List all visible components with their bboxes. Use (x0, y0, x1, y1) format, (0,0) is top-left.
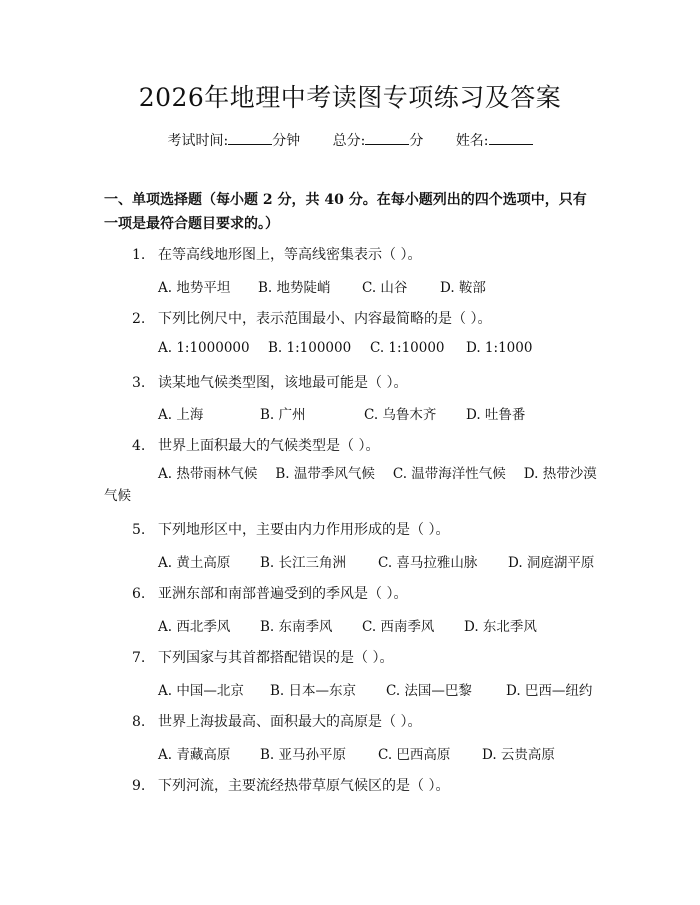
question (132, 583, 407, 603)
question-text: 读某地气候类型图，该地最可能是（ ）。 (158, 375, 408, 391)
question-text: 下列地形区中，主要由内力作用形成的是（ ）。 (158, 522, 450, 538)
option-c: C. 喜马拉雅山脉 (378, 555, 478, 571)
option-b: B. 长江三角洲 (260, 555, 347, 571)
question-text: 世界上面积最大的气候类型是（ ）。 (158, 438, 380, 454)
score-blank (365, 132, 409, 145)
option-c: C. 山谷 (362, 280, 408, 296)
option-d: D. 吐鲁番 (466, 407, 526, 423)
question-text: 下列比例尺中，表示范围最小、内容最简略的是（ ）。 (158, 311, 492, 327)
question (132, 647, 393, 667)
question (132, 435, 379, 455)
score-label: 总分: (332, 133, 366, 149)
option-b: B. 1:100000 (268, 340, 352, 356)
question (132, 308, 491, 328)
option-a: A. 地势平坦 (158, 280, 231, 296)
question-text: 下列国家与其首都搭配错误的是（ ）。 (158, 650, 394, 666)
question-number: 4. (132, 438, 146, 454)
option-a: A. 青藏高原 (158, 747, 231, 763)
options-row (158, 615, 537, 635)
options-row (104, 463, 600, 507)
option-d: D. 巴西—纽约 (506, 683, 593, 699)
option-d: D. 热带沙漠气候 (104, 466, 597, 504)
options-row (158, 743, 555, 763)
options-row (158, 276, 486, 296)
question-text: 下列河流，主要流经热带草原气候区的是（ ）。 (158, 778, 450, 794)
option-c: C. 乌鲁木齐 (364, 407, 437, 423)
options-row (158, 340, 532, 356)
name-label: 姓名: (455, 133, 489, 149)
option-b: B. 温带季风气候 (275, 466, 375, 482)
option-b: B. 亚马孙平原 (260, 747, 347, 763)
question (132, 372, 407, 392)
question-text: 亚洲东部和南部普遍受到的季风是（ ）。 (158, 586, 408, 602)
score-field (333, 133, 428, 149)
name-field (456, 133, 533, 149)
question (132, 711, 421, 731)
name-blank (489, 132, 533, 145)
question (132, 244, 421, 264)
option-c: C. 温带海洋性气候 (392, 466, 506, 482)
option-d: D. 鞍部 (440, 280, 486, 296)
question-number: 5. (132, 522, 146, 538)
option-d: D. 1:1000 (466, 340, 533, 356)
question-number: 2. (132, 311, 146, 327)
question-number: 6. (132, 586, 146, 602)
option-b: B. 日本—东京 (270, 683, 357, 699)
option-a: A. 热带雨林气候 (158, 466, 258, 482)
question (132, 775, 449, 795)
options-row (158, 679, 592, 699)
option-c: C. 法国—巴黎 (386, 683, 472, 699)
option-a: A. 上海 (158, 407, 204, 423)
section-heading: 一、单项选择题（每小题 2 分，共 40 分。在每小题列出的四个选项中，只有一项是最符合题目要求的。） (104, 192, 587, 232)
options-row (158, 403, 525, 423)
option-d: D. 洞庭湖平原 (508, 555, 595, 571)
option-d: D. 云贵高原 (482, 747, 555, 763)
question-text: 在等高线地形图上，等高线密集表示（ ）。 (158, 247, 422, 263)
option-c: C. 1:10000 (370, 340, 445, 356)
option-b: B. 广州 (260, 407, 306, 423)
time-label: 考试时间: (167, 133, 229, 149)
question (132, 519, 449, 539)
score-unit: 分 (409, 133, 424, 149)
question-text: 世界上海拔最高、面积最大的高原是（ ）。 (158, 714, 422, 730)
time-unit: 分钟 (272, 133, 301, 149)
option-a: A. 黄土高原 (158, 555, 231, 571)
page-title: 2026年地理中考读图专项练习及答案 (138, 83, 562, 112)
question-number: 8. (132, 714, 146, 730)
question-number: 9. (132, 778, 146, 794)
option-b: B. 地势陡峭 (258, 280, 331, 296)
options-row (158, 551, 594, 571)
time-blank (228, 132, 272, 145)
option-a: A. 中国—北京 (158, 683, 244, 699)
option-a: A. 1:1000000 (158, 340, 250, 356)
question-number: 7. (132, 650, 146, 666)
question-number: 1. (132, 247, 146, 263)
time-field (167, 133, 304, 149)
question-number: 3. (132, 375, 146, 391)
option-b: B. 东南季风 (260, 619, 333, 635)
option-c: C. 巴西高原 (378, 747, 451, 763)
option-d: D. 东北季风 (464, 619, 537, 635)
option-a: A. 西北季风 (158, 619, 231, 635)
option-c: C. 西南季风 (362, 619, 435, 635)
exam-meta (0, 130, 700, 150)
